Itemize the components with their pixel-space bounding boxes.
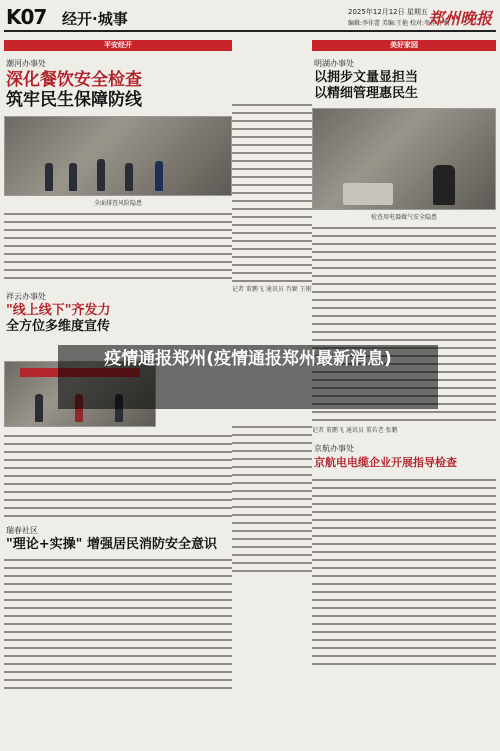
story2-headline-line1: "线上线下"齐发力 xyxy=(6,303,111,318)
issue-date: 2025年12月12日 星期五 xyxy=(348,8,428,16)
right-story1-headline-line1: 以拥步文量显担当 xyxy=(314,70,419,85)
masthead xyxy=(4,4,496,32)
title-overlay-text: 疫情通报郑州(疫情通报郑州最新消息) xyxy=(104,349,392,369)
story2-headline-line2: 全方位多维度宣传 xyxy=(6,319,111,334)
story1-headline-line2: 筑牢民生保障防线 xyxy=(6,90,142,110)
right-story2-body-text xyxy=(312,477,496,667)
section-bar-safety: 平安经开 xyxy=(4,40,232,51)
middle-body-text-bottom xyxy=(232,424,312,574)
story1-headline-line1: 深化餐饮安全检查 xyxy=(6,70,142,90)
story2-body-text xyxy=(4,433,232,519)
story3-headline: "理论+实操" 增强居民消防安全意识 xyxy=(6,537,217,552)
middle-body-text-top xyxy=(232,102,312,282)
right-story1-caption: 检查用电器做气安全隐患 xyxy=(370,214,437,221)
right-story1-headline-line2: 以精细管理惠民生 xyxy=(314,86,419,101)
right-story2-headline: 京航电电缆企业开展指导检查 xyxy=(314,456,457,469)
story2-kicker: 祥云办事处 xyxy=(6,292,46,301)
page-code: K07 xyxy=(6,5,47,29)
section-title: 经开·城事 xyxy=(62,10,128,28)
story3-kicker: 瑞春社区 xyxy=(6,526,38,535)
story3-body-text xyxy=(4,557,232,695)
story1-photo xyxy=(4,116,232,196)
left-byline: 记者 董鹏飞 通讯员 肖颖 王刚 xyxy=(232,286,312,293)
right-story2-kicker: 京航办事处 xyxy=(314,444,354,453)
story1-caption: 全面排查风险隐患 xyxy=(93,200,142,207)
right-story1-photo xyxy=(312,108,496,210)
right-byline: 记者 董鹏飞 通讯员 董若老 张鹏 xyxy=(312,427,398,434)
section-bar-home: 美好家园 xyxy=(312,40,496,51)
newspaper-logo: 郑州晚报 xyxy=(427,9,492,28)
story1-body-text xyxy=(4,211,232,283)
right-story1-kicker: 明湖办事处 xyxy=(314,59,354,68)
editor-credits: 编辑:李佳蕾 美编:王艳 校对:李佳 丁梅 xyxy=(348,20,450,27)
story1-kicker: 潮河办事处 xyxy=(6,59,46,68)
